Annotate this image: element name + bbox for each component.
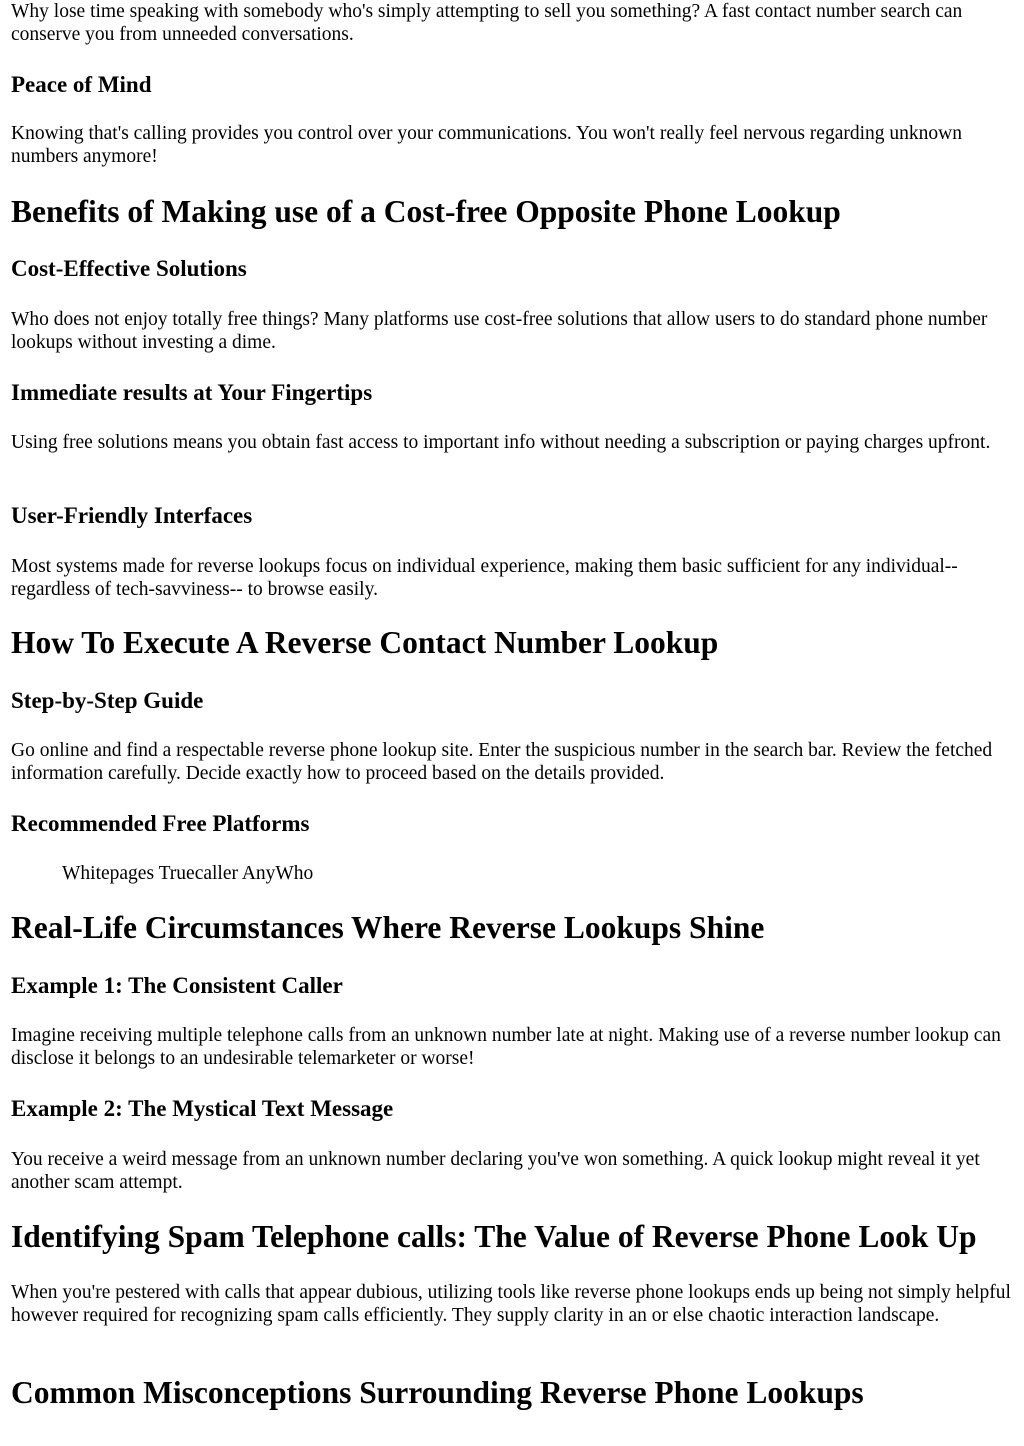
- cost-paragraph: Who does not enjoy totally free things? Many platforms use cost-free solutions that allow users to do standard phone number lookups without investing a dime.: [11, 309, 988, 353]
- heading-cost-effective: Cost-Effective Solutions: [11, 256, 247, 281]
- interfaces-paragraph: Most systems made for reverse lookups focus on individual experience, making them basic sufficient for any individual-- regardless of tech-savviness-- to browse easily.: [11, 556, 958, 600]
- heading-benefits: Benefits of Making use of a Cost-free Opposite Phone Lookup: [11, 194, 841, 229]
- heading-step-by-step: Step-by-Step Guide: [11, 688, 204, 713]
- spam-paragraph: When you're pestered with calls that appear dubious, utilizing tools like reverse phone lookups ends up being not simply helpful however required for recognizing spam calls efficiently. They supply clarity in an or else chaotic interaction landscape.: [11, 1282, 1011, 1326]
- heading-spam-calls: Identifying Spam Telephone calls: The Value of Reverse Phone Look Up: [11, 1219, 977, 1254]
- platform-list: [62, 862, 313, 885]
- intro-paragraph: Why lose time speaking with somebody who's simply attempting to sell you something? A fast contact number search can conserve you from unneeded conversations.: [11, 1, 963, 45]
- heading-example-2: Example 2: The Mystical Text Message: [11, 1096, 394, 1121]
- example2-paragraph: You receive a weird message from an unknown number declaring you've won something. A quick lookup might reveal it yet another scam attempt.: [11, 1149, 980, 1193]
- heading-misconceptions: Common Misconceptions Surrounding Reverse Phone Lookups: [11, 1375, 864, 1410]
- example1-paragraph: Imagine receiving multiple telephone calls from an unknown number late at night. Making use of a reverse number lookup can disclose it belongs to an undesirable telemarketer or worse!: [11, 1025, 1001, 1069]
- heading-peace-of-mind: Peace of Mind: [11, 72, 152, 97]
- list-item: Whitepages: [62, 863, 155, 884]
- heading-immediate-results: Immediate results at Your Fingertips: [11, 380, 373, 405]
- heading-user-friendly: User-Friendly Interfaces: [11, 503, 253, 528]
- heading-example-1: Example 1: The Consistent Caller: [11, 973, 343, 998]
- list-item: AnyWho: [241, 863, 314, 884]
- peace-paragraph: Knowing that's calling provides you control over your communications. You won't really feel nervous regarding unknown numbers anymore!: [11, 123, 962, 167]
- heading-recommended-platforms: Recommended Free Platforms: [11, 811, 310, 836]
- guide-paragraph: Go online and find a respectable reverse phone lookup site. Enter the suspicious number in the search bar. Review the fetched information carefully. Decide exactly how to proceed based on the details provided.: [11, 740, 993, 784]
- heading-how-to: How To Execute A Reverse Contact Number Lookup: [11, 625, 719, 660]
- list-item: Truecaller: [158, 863, 238, 884]
- heading-real-life: Real-Life Circumstances Where Reverse Lookups Shine: [11, 910, 765, 945]
- immediate-paragraph: Using free solutions means you obtain fast access to important info without needing a subscription or paying charges upfront.: [11, 432, 991, 453]
